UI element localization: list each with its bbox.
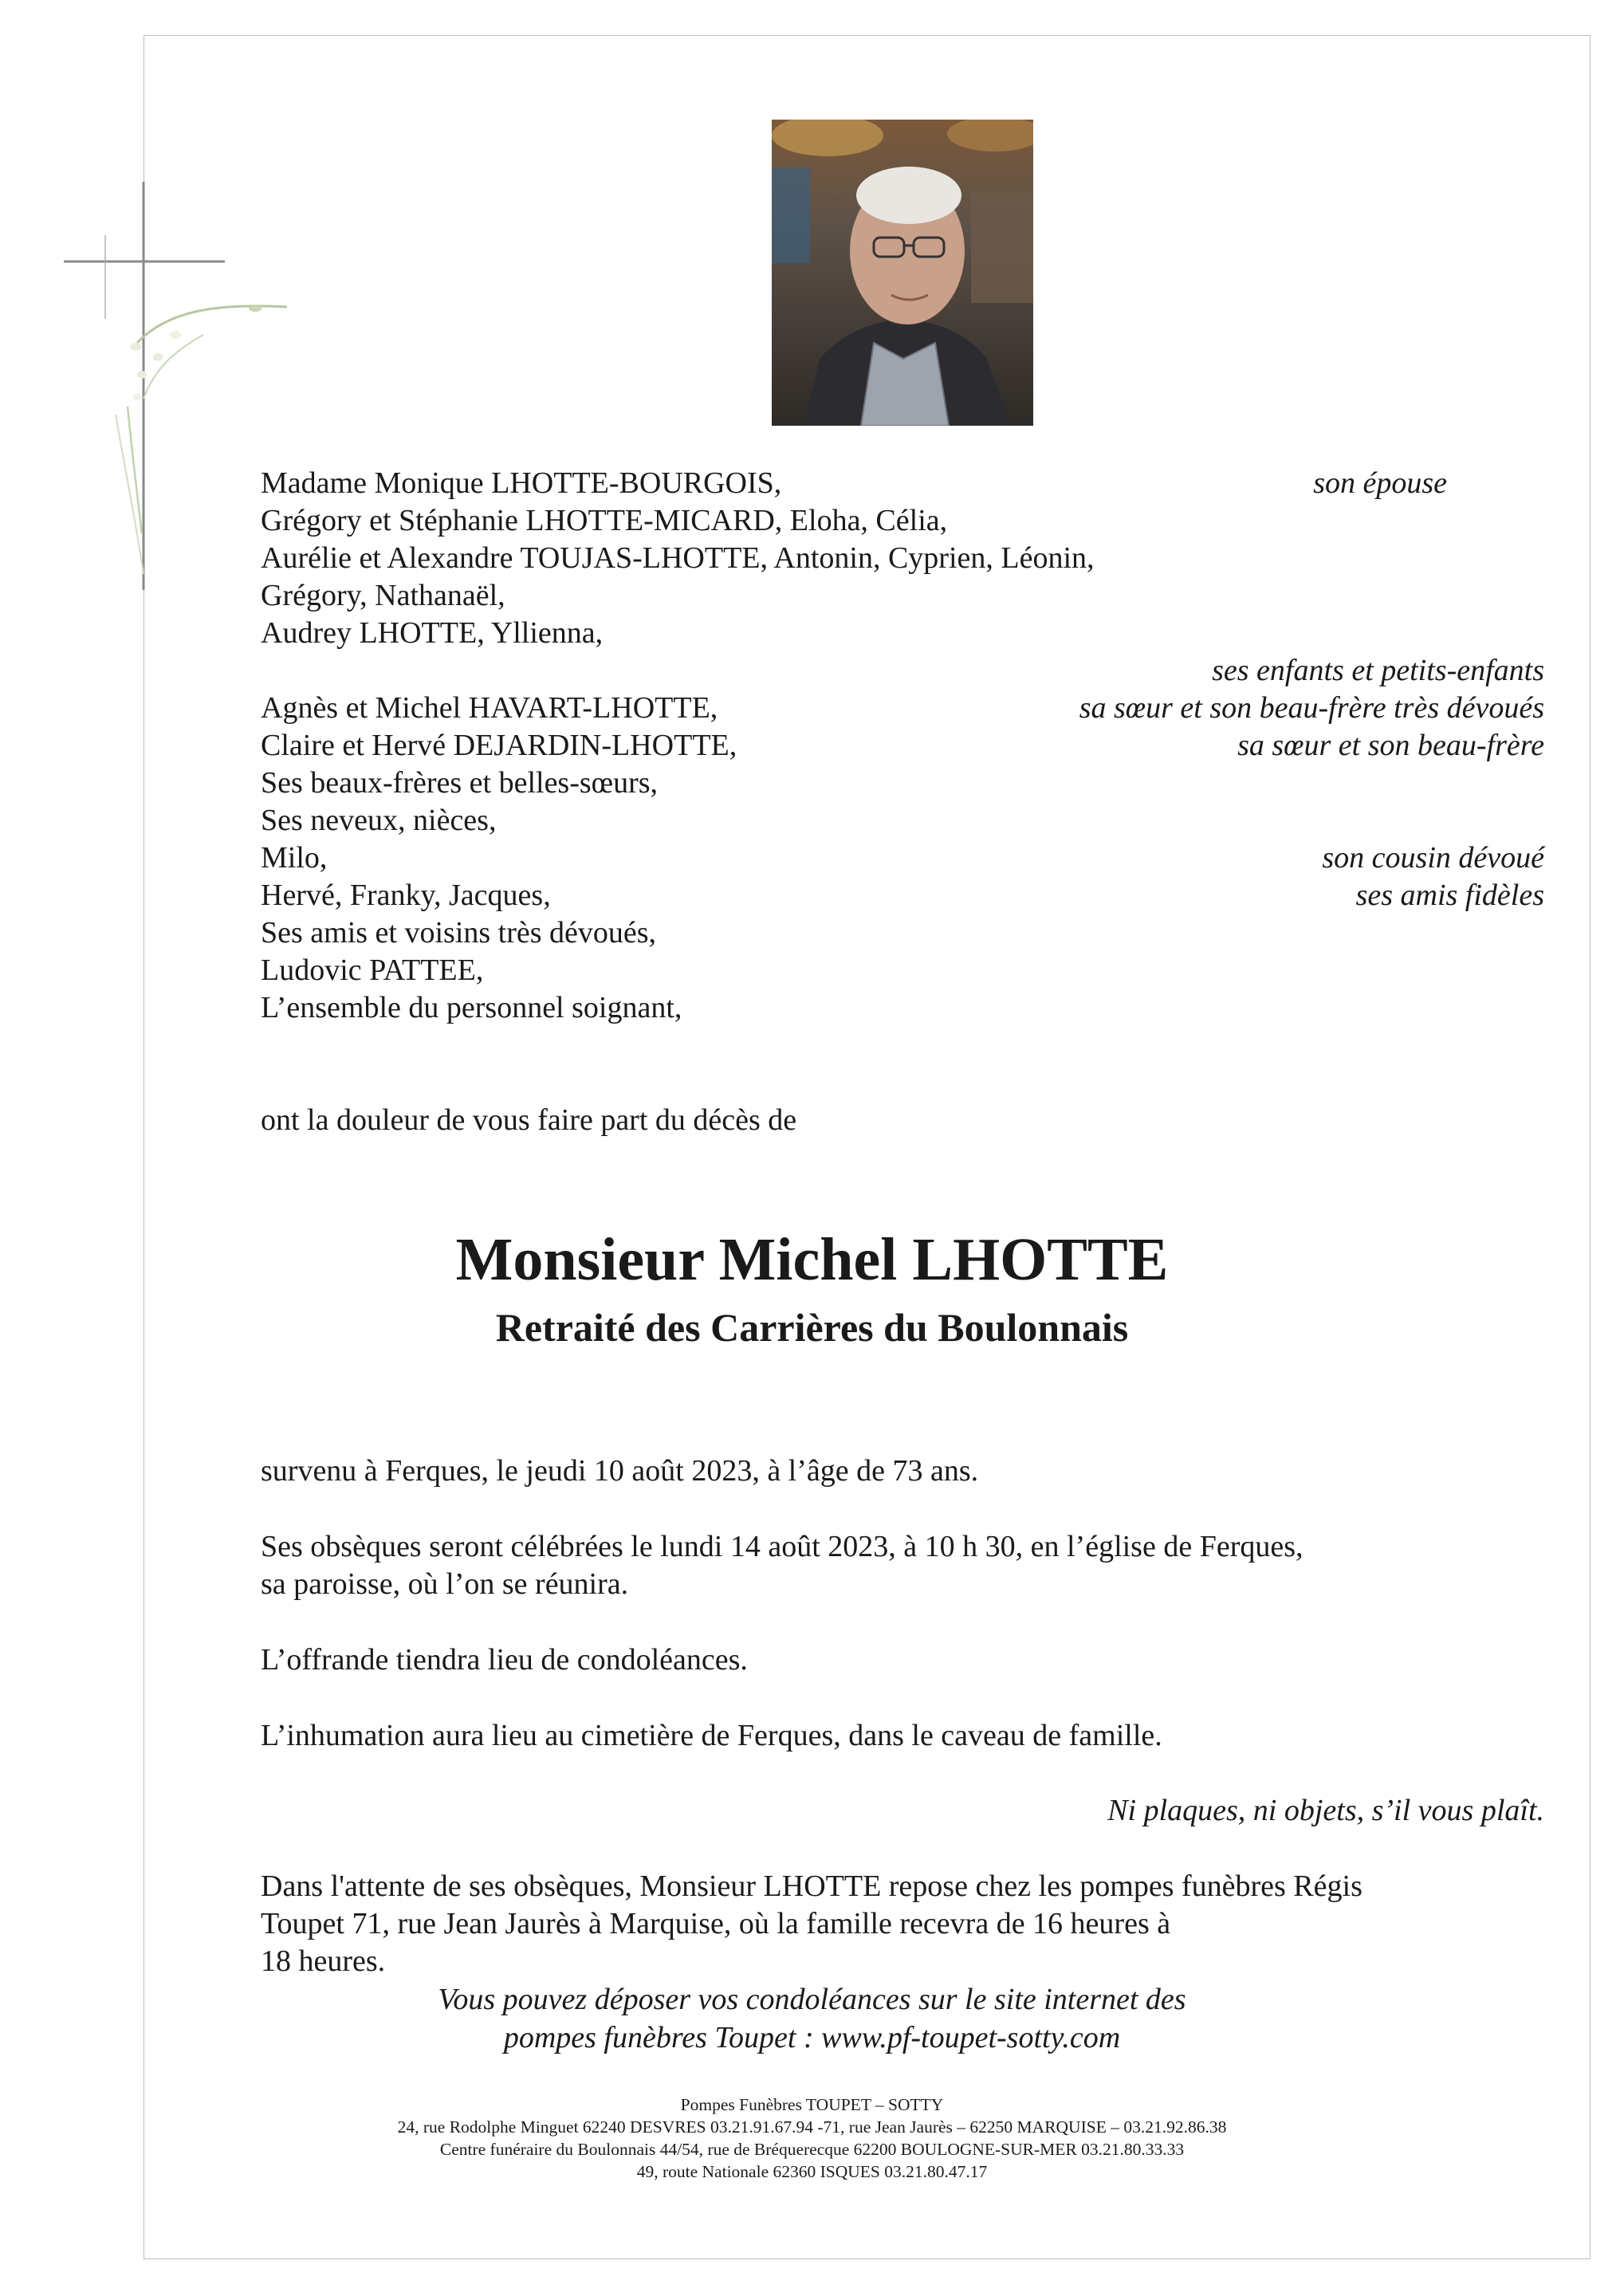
footer-desvres-marquise: 24, rue Rodolphe Minguet 62240 DESVRES 03.21.91.67.94 -71, rue Jean Jaurès – 62250 MARQUISE – 03.21.92.86.38 xyxy=(397,2117,1227,2137)
relation-amis: ses amis fidèles xyxy=(1355,879,1544,912)
family-line-14: L’ensemble du personnel soignant, xyxy=(261,991,682,1024)
rest-text-3: 18 heures. xyxy=(261,1944,386,1978)
family-line-6: Agnès et Michel HAVART-LHOTTE, xyxy=(261,691,718,725)
relation-epouse: son épouse xyxy=(1313,466,1447,500)
family-line-5: Audrey LHOTTE, Yllienna, xyxy=(261,616,604,650)
family-line-9: Ses neveux, nièces, xyxy=(261,804,497,837)
family-line-4: Grégory, Nathanaël, xyxy=(261,579,505,612)
condolences-web-1: Vous pouvez déposer vos condoléances sur le site internet des xyxy=(438,1983,1186,2016)
relation-cousin: son cousin dévoué xyxy=(1322,841,1544,875)
relation-soeur-2: sa sœur et son beau-frère xyxy=(1237,729,1544,762)
announce-text: ont la douleur de vous faire part du décès de xyxy=(261,1103,797,1137)
family-line-13: Ludovic PATTEE, xyxy=(261,953,484,987)
family-line-8: Ses beaux-frères et belles-sœurs, xyxy=(261,766,659,800)
funeral-text-2: sa paroisse, où l’on se réunira. xyxy=(261,1567,629,1601)
death-text: survenu à Ferques, le jeudi 10 août 2023, à l’âge de 73 ans. xyxy=(261,1454,979,1488)
family-line-10: Milo, xyxy=(261,841,328,875)
offering-text: L’offrande tiendra lieu de condoléances. xyxy=(261,1643,748,1677)
condolences-web-2: pompes funèbres Toupet : www.pf-toupet-sotty.com xyxy=(503,2021,1121,2054)
rest-text-1: Dans l'attente de ses obsèques, Monsieur LHOTTE repose chez les pompes funèbres Régis xyxy=(261,1869,1363,1903)
no-plaques-text: Ni plaques, ni objets, s’il vous plaît. xyxy=(1107,1794,1544,1827)
footer-company: Pompes Funèbres TOUPET – SOTTY xyxy=(680,2095,944,2114)
funeral-text-1: Ses obsèques seront célébrées le lundi 14 août 2023, à 10 h 30, en l’église de Ferques, xyxy=(261,1530,1304,1563)
family-line-12: Ses amis et voisins très dévoués, xyxy=(261,916,657,949)
footer-boulogne: Centre funéraire du Boulonnais 44/54, rue de Bréquerecque 62200 BOULOGNE-SUR-MER 03.21.80.33.33 xyxy=(439,2140,1185,2159)
footer-isques: 49, route Nationale 62360 ISQUES 03.21.80.47.17 xyxy=(636,2162,988,2181)
family-line-11: Hervé, Franky, Jacques, xyxy=(261,879,551,912)
family-line-7: Claire et Hervé DEJARDIN-LHOTTE, xyxy=(261,729,737,762)
relation-soeur-1: sa sœur et son beau-frère très dévoués xyxy=(1079,691,1544,725)
deceased-subtitle: Retraité des Carrières du Boulonnais xyxy=(495,1305,1129,1350)
family-line-2: Grégory et Stéphanie LHOTTE-MICARD, Eloha, Célia, xyxy=(261,504,948,537)
deceased-name: Monsieur Michel LHOTTE xyxy=(455,1226,1169,1293)
relation-enfants: ses enfants et petits-enfants xyxy=(1212,654,1544,687)
burial-text: L’inhumation aura lieu au cimetière de Ferques, dans le caveau de famille. xyxy=(261,1719,1162,1752)
family-line-3: Aurélie et Alexandre TOUJAS-LHOTTE, Antonin, Cyprien, Léonin, xyxy=(261,541,1095,575)
family-line-1: Madame Monique LHOTTE-BOURGOIS, xyxy=(261,466,782,500)
portrait-photo xyxy=(772,120,1033,426)
rest-text-2: Toupet 71, rue Jean Jaurès à Marquise, où la famille recevra de 16 heures à xyxy=(261,1907,1171,1940)
